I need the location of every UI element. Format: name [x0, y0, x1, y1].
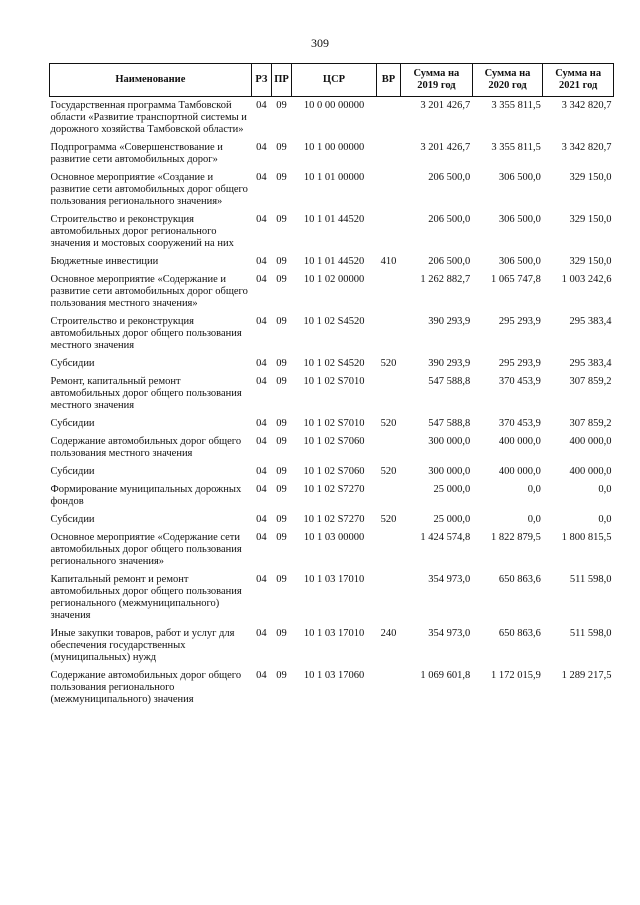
table-row	[50, 415, 614, 433]
row-sum-2021: 295 383,4	[569, 358, 612, 369]
row-pr: 09	[276, 670, 287, 681]
row-sum-2019: 206 500,0	[428, 172, 471, 183]
row-name: Содержание автомобильных дорог общего пользования местного значения	[50, 436, 242, 459]
row-sum-2021: 400 000,0	[569, 466, 612, 477]
row-csr: 10 1 01 00000	[303, 172, 365, 183]
row-sum-2021: 329 150,0	[569, 172, 612, 183]
row-sum-2020: 1 172 015,9	[490, 670, 541, 681]
row-name: Подпрограмма «Совершенствование и развитие сети автомобильных дорог»	[50, 142, 223, 165]
row-sum-2021: 0,0	[598, 514, 612, 525]
table-row	[50, 529, 614, 571]
row-vr: 520	[380, 358, 397, 369]
row-name: Субсидии	[50, 418, 95, 429]
row-vr: 520	[380, 514, 397, 525]
row-csr: 10 1 02 S7270	[303, 514, 365, 525]
row-sum-2020: 370 453,9	[498, 376, 541, 387]
budget-table	[49, 63, 614, 709]
row-sum-2020: 400 000,0	[498, 466, 541, 477]
table-row	[50, 433, 614, 463]
table-row	[50, 625, 614, 667]
row-name: Содержание автомобильных дорог общего пользования регионального (межмуниципального) значения	[50, 670, 242, 705]
table-row	[50, 253, 614, 271]
row-pr: 09	[276, 172, 287, 183]
row-csr: 10 1 00 00000	[303, 142, 365, 153]
row-rz: 04	[256, 142, 267, 153]
row-csr: 10 1 01 44520	[303, 256, 365, 267]
row-vr: 410	[380, 256, 397, 267]
row-name: Формирование муниципальных дорожных фондов	[50, 484, 242, 507]
row-pr: 09	[276, 142, 287, 153]
row-sum-2020: 400 000,0	[498, 436, 541, 447]
row-sum-2021: 307 859,2	[569, 418, 612, 429]
row-rz: 04	[256, 358, 267, 369]
row-csr: 10 1 01 44520	[303, 214, 365, 225]
row-rz: 04	[256, 484, 267, 495]
row-vr	[376, 169, 400, 211]
row-rz: 04	[256, 256, 267, 267]
row-sum-2019: 300 000,0	[428, 466, 471, 477]
row-rz: 04	[256, 172, 267, 183]
row-sum-2021: 295 383,4	[569, 316, 612, 327]
table-row	[50, 355, 614, 373]
row-name: Основное мероприятие «Содержание сети автомобильных дорог общего пользования регионального значения»	[50, 532, 242, 567]
row-pr: 09	[276, 358, 287, 369]
table-row	[50, 481, 614, 511]
row-csr: 10 1 02 S4520	[303, 316, 365, 327]
row-sum-2019: 354 973,0	[428, 628, 471, 639]
table-row	[50, 139, 614, 169]
table-row	[50, 313, 614, 355]
row-sum-2020: 650 863,6	[498, 574, 541, 585]
row-sum-2021: 400 000,0	[569, 436, 612, 447]
header-rz: РЗ	[251, 64, 271, 97]
row-sum-2019: 390 293,9	[428, 358, 471, 369]
header-sum-2020: Сумма на 2020 год	[472, 64, 543, 97]
row-sum-2019: 206 500,0	[428, 214, 471, 225]
row-pr: 09	[276, 256, 287, 267]
row-pr: 09	[276, 418, 287, 429]
row-csr: 10 1 02 S7270	[303, 484, 365, 495]
row-name: Субсидии	[50, 514, 95, 525]
row-vr	[376, 97, 400, 140]
header-sum-2021: Сумма на 2021 год	[543, 64, 614, 97]
row-sum-2020: 295 293,9	[498, 358, 541, 369]
row-name: Субсидии	[50, 466, 95, 477]
row-pr: 09	[276, 628, 287, 639]
table-row	[50, 211, 614, 253]
row-vr: 520	[380, 418, 397, 429]
row-vr	[376, 433, 400, 463]
row-rz: 04	[256, 628, 267, 639]
row-sum-2019: 547 588,8	[428, 376, 471, 387]
row-rz: 04	[256, 466, 267, 477]
row-rz: 04	[256, 532, 267, 543]
row-vr	[376, 571, 400, 625]
row-rz: 04	[256, 100, 267, 111]
row-name: Иные закупки товаров, работ и услуг для обеспечения государственных (муниципальных) нужд	[50, 628, 235, 663]
row-name: Капитальный ремонт и ремонт автомобильных дорог общего пользования регионального (межмуниципального) значения	[50, 574, 242, 621]
table-row	[50, 169, 614, 211]
row-sum-2019: 206 500,0	[428, 256, 471, 267]
row-sum-2019: 1 424 574,8	[420, 532, 471, 543]
row-sum-2019: 25 000,0	[433, 484, 471, 495]
row-pr: 09	[276, 466, 287, 477]
row-sum-2020: 295 293,9	[498, 316, 541, 327]
row-sum-2021: 3 342 820,7	[561, 100, 612, 111]
row-rz: 04	[256, 574, 267, 585]
table-row	[50, 571, 614, 625]
row-pr: 09	[276, 532, 287, 543]
row-sum-2021: 307 859,2	[569, 376, 612, 387]
row-sum-2020: 650 863,6	[498, 628, 541, 639]
row-sum-2020: 370 453,9	[498, 418, 541, 429]
row-csr: 10 1 02 S4520	[303, 358, 365, 369]
row-pr: 09	[276, 214, 287, 225]
row-rz: 04	[256, 316, 267, 327]
row-rz: 04	[256, 214, 267, 225]
row-csr: 10 1 03 17010	[303, 628, 365, 639]
row-sum-2020: 1 822 879,5	[490, 532, 541, 543]
row-vr	[376, 313, 400, 355]
row-name: Основное мероприятие «Содержание и развитие сети автомобильных дорог общего пользования местного значения»	[50, 274, 248, 309]
row-sum-2021: 511 598,0	[569, 574, 612, 585]
row-sum-2020: 1 065 747,8	[490, 274, 541, 285]
row-vr	[376, 373, 400, 415]
row-csr: 10 1 02 S7010	[303, 418, 365, 429]
row-sum-2021: 1 289 217,5	[561, 670, 612, 681]
row-rz: 04	[256, 418, 267, 429]
table-row	[50, 667, 614, 709]
row-sum-2021: 3 342 820,7	[561, 142, 612, 153]
row-csr: 10 1 03 00000	[303, 532, 365, 543]
row-name: Строительство и реконструкция автомобильных дорог регионального значения и мостовых сооружений на них	[50, 214, 234, 249]
table-row	[50, 463, 614, 481]
row-name: Бюджетные инвестиции	[50, 256, 159, 267]
row-sum-2019: 3 201 426,7	[420, 142, 471, 153]
row-pr: 09	[276, 514, 287, 525]
table-row	[50, 373, 614, 415]
row-csr: 10 1 02 S7060	[303, 466, 365, 477]
row-rz: 04	[256, 376, 267, 387]
row-csr: 10 0 00 00000	[303, 100, 365, 111]
row-sum-2020: 0,0	[527, 514, 541, 525]
row-pr: 09	[276, 100, 287, 111]
row-sum-2019: 25 000,0	[433, 514, 471, 525]
row-name: Субсидии	[50, 358, 95, 369]
row-rz: 04	[256, 670, 267, 681]
row-rz: 04	[256, 436, 267, 447]
row-csr: 10 1 02 S7010	[303, 376, 365, 387]
header-name: Наименование	[50, 64, 252, 97]
row-sum-2020: 0,0	[527, 484, 541, 495]
row-sum-2021: 1 003 242,6	[561, 274, 612, 285]
row-sum-2019: 1 262 882,7	[420, 274, 471, 285]
row-sum-2020: 3 355 811,5	[491, 142, 541, 153]
header-csr: ЦСР	[292, 64, 377, 97]
row-name: Государственная программа Тамбовской области «Развитие транспортной системы и дорожного хозяйства Тамбовской области»	[50, 100, 247, 135]
row-sum-2019: 1 069 601,8	[420, 670, 471, 681]
row-csr: 10 1 03 17060	[303, 670, 365, 681]
page-number: 309	[311, 36, 329, 50]
row-pr: 09	[276, 436, 287, 447]
row-name: Ремонт, капитальный ремонт автомобильных дорог общего пользования местного значения	[50, 376, 242, 411]
table-header-row	[50, 64, 614, 97]
row-vr	[376, 271, 400, 313]
row-vr	[376, 139, 400, 169]
row-vr: 240	[380, 628, 397, 639]
row-sum-2021: 511 598,0	[569, 628, 612, 639]
row-sum-2021: 329 150,0	[569, 256, 612, 267]
row-vr	[376, 529, 400, 571]
table-row	[50, 271, 614, 313]
row-vr: 520	[380, 466, 397, 477]
row-sum-2019: 354 973,0	[428, 574, 471, 585]
row-name: Основное мероприятие «Создание и развитие сети автомобильных дорог общего пользования регионального значения»	[50, 172, 248, 207]
row-pr: 09	[276, 484, 287, 495]
row-name: Строительство и реконструкция автомобильных дорог общего пользования местного значения	[50, 316, 242, 351]
row-sum-2020: 306 500,0	[498, 214, 541, 225]
row-csr: 10 1 02 S7060	[303, 436, 365, 447]
row-pr: 09	[276, 274, 287, 285]
row-pr: 09	[276, 574, 287, 585]
row-csr: 10 1 03 17010	[303, 574, 365, 585]
header-vr: ВР	[376, 64, 400, 97]
row-sum-2019: 390 293,9	[428, 316, 471, 327]
row-pr: 09	[276, 376, 287, 387]
row-vr	[376, 481, 400, 511]
header-sum-2019: Сумма на 2019 год	[401, 64, 473, 97]
header-pr: ПР	[271, 64, 291, 97]
row-sum-2019: 300 000,0	[428, 436, 471, 447]
row-vr	[376, 667, 400, 709]
row-sum-2019: 547 588,8	[428, 418, 471, 429]
table-row	[50, 511, 614, 529]
row-sum-2020: 306 500,0	[498, 172, 541, 183]
row-sum-2021: 0,0	[598, 484, 612, 495]
row-sum-2020: 306 500,0	[498, 256, 541, 267]
table-body	[50, 97, 614, 710]
row-rz: 04	[256, 514, 267, 525]
row-sum-2021: 1 800 815,5	[561, 532, 612, 543]
table-row	[50, 97, 614, 140]
row-sum-2019: 3 201 426,7	[420, 100, 471, 111]
row-vr	[376, 211, 400, 253]
row-sum-2020: 3 355 811,5	[491, 100, 541, 111]
row-pr: 09	[276, 316, 287, 327]
row-rz: 04	[256, 274, 267, 285]
row-csr: 10 1 02 00000	[303, 274, 365, 285]
row-sum-2021: 329 150,0	[569, 214, 612, 225]
